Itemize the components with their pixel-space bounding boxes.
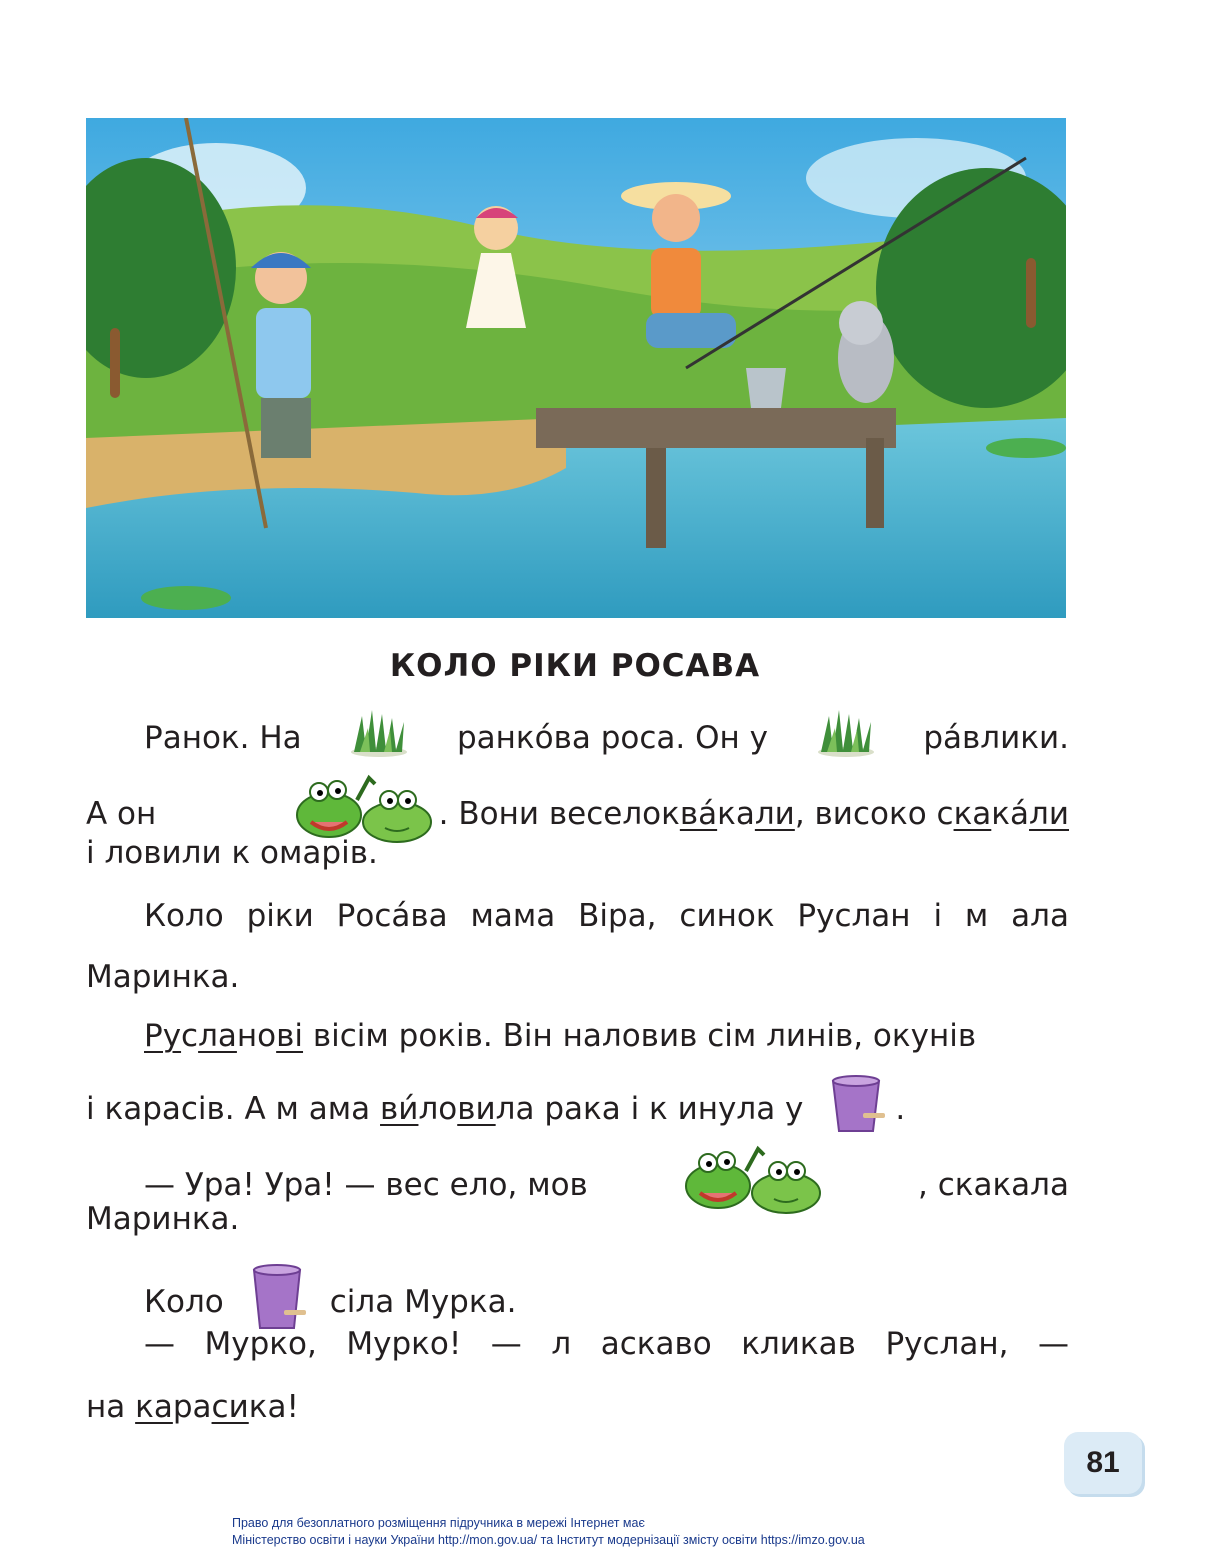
bucket-icon xyxy=(825,1073,887,1145)
text-segment: , скакала xyxy=(917,1167,1069,1203)
text-segment: ка xyxy=(717,796,755,832)
text-segment: , високо xyxy=(794,796,937,832)
text-line: Маринка. xyxy=(86,1201,240,1237)
text-segment: ка! xyxy=(248,1389,299,1425)
text-line xyxy=(144,708,1069,768)
text-segment: Коло xyxy=(144,1284,224,1320)
page-number: 81 xyxy=(1064,1432,1142,1494)
underlined-syllable: ла xyxy=(198,1018,237,1054)
underlined-syllable: Ру xyxy=(144,1018,182,1054)
text-segment: ранко́ва роса. Он у xyxy=(456,720,768,756)
grass-icon xyxy=(348,708,410,768)
text-segment: . Вони весело xyxy=(438,796,662,832)
underlined-syllable: ви́ xyxy=(380,1091,419,1127)
footer-line: Право для безоплатного розміщення підручника в мережі Інтернет має xyxy=(232,1516,645,1530)
text-group xyxy=(678,1141,828,1229)
text-segment: ра xyxy=(172,1389,212,1425)
text-segment: с xyxy=(181,1018,199,1054)
grass-icon xyxy=(815,708,877,768)
fishing-illustration xyxy=(86,118,1066,618)
text-line: Маринка. xyxy=(86,959,240,995)
text-segment: но xyxy=(236,1018,277,1054)
underlined-syllable: ли xyxy=(754,796,795,832)
footer-line: Міністерство освіти і науки України http://mon.gov.ua/ та Інститут модернізації змісту освіти https://imzo.gov.ua xyxy=(232,1533,865,1547)
text-segment: сіла Мурка. xyxy=(329,1284,517,1320)
text-group xyxy=(289,770,1069,858)
underlined-syllable: ви xyxy=(457,1091,496,1127)
text-segment: Ранок. На xyxy=(144,720,302,756)
story-title: КОЛО РІКИ РОСАВА xyxy=(389,648,761,684)
frogs-icon xyxy=(678,1141,828,1229)
text-segment: і карасів. А м ама xyxy=(86,1091,381,1127)
text-segment: с xyxy=(936,796,954,832)
text-segment: рака і к инула у xyxy=(534,1091,804,1127)
underlined-syllable: си xyxy=(211,1389,249,1425)
text-segment: А он xyxy=(86,796,157,832)
underlined-syllable: ли xyxy=(1029,796,1069,832)
text-segment: вісім років. Він наловив сім линів, окунів xyxy=(303,1018,977,1054)
underlined-syllable: ві xyxy=(276,1018,304,1054)
text-line: Коло ріки Роса́ва мама Віра, синок Руслан і м ала xyxy=(144,898,1069,934)
text-line xyxy=(86,1073,905,1145)
period: . xyxy=(895,1091,906,1127)
text-line xyxy=(144,1141,1069,1229)
text-line: і ловили к омарів. xyxy=(86,835,378,871)
text-segment: к xyxy=(661,796,680,832)
text-segment: ка́ xyxy=(991,796,1030,832)
footer-note xyxy=(232,1515,865,1549)
text-segment: ла xyxy=(495,1091,535,1127)
text-line: — Мурко, Мурко! — л аскаво кликав Руслан, — xyxy=(144,1326,1069,1362)
underlined-syllable: ка xyxy=(953,796,992,832)
underlined-syllable: ва́ xyxy=(679,796,718,832)
text-segment: — Ура! Ура! — вес ело, мов xyxy=(144,1167,588,1203)
text-segment: на xyxy=(86,1389,136,1425)
text-line xyxy=(86,1387,299,1427)
text-segment: ра́влики. xyxy=(923,720,1069,756)
text-line xyxy=(144,1016,1069,1056)
text-segment: ло xyxy=(418,1091,458,1127)
underlined-syllable: ка xyxy=(135,1389,173,1425)
